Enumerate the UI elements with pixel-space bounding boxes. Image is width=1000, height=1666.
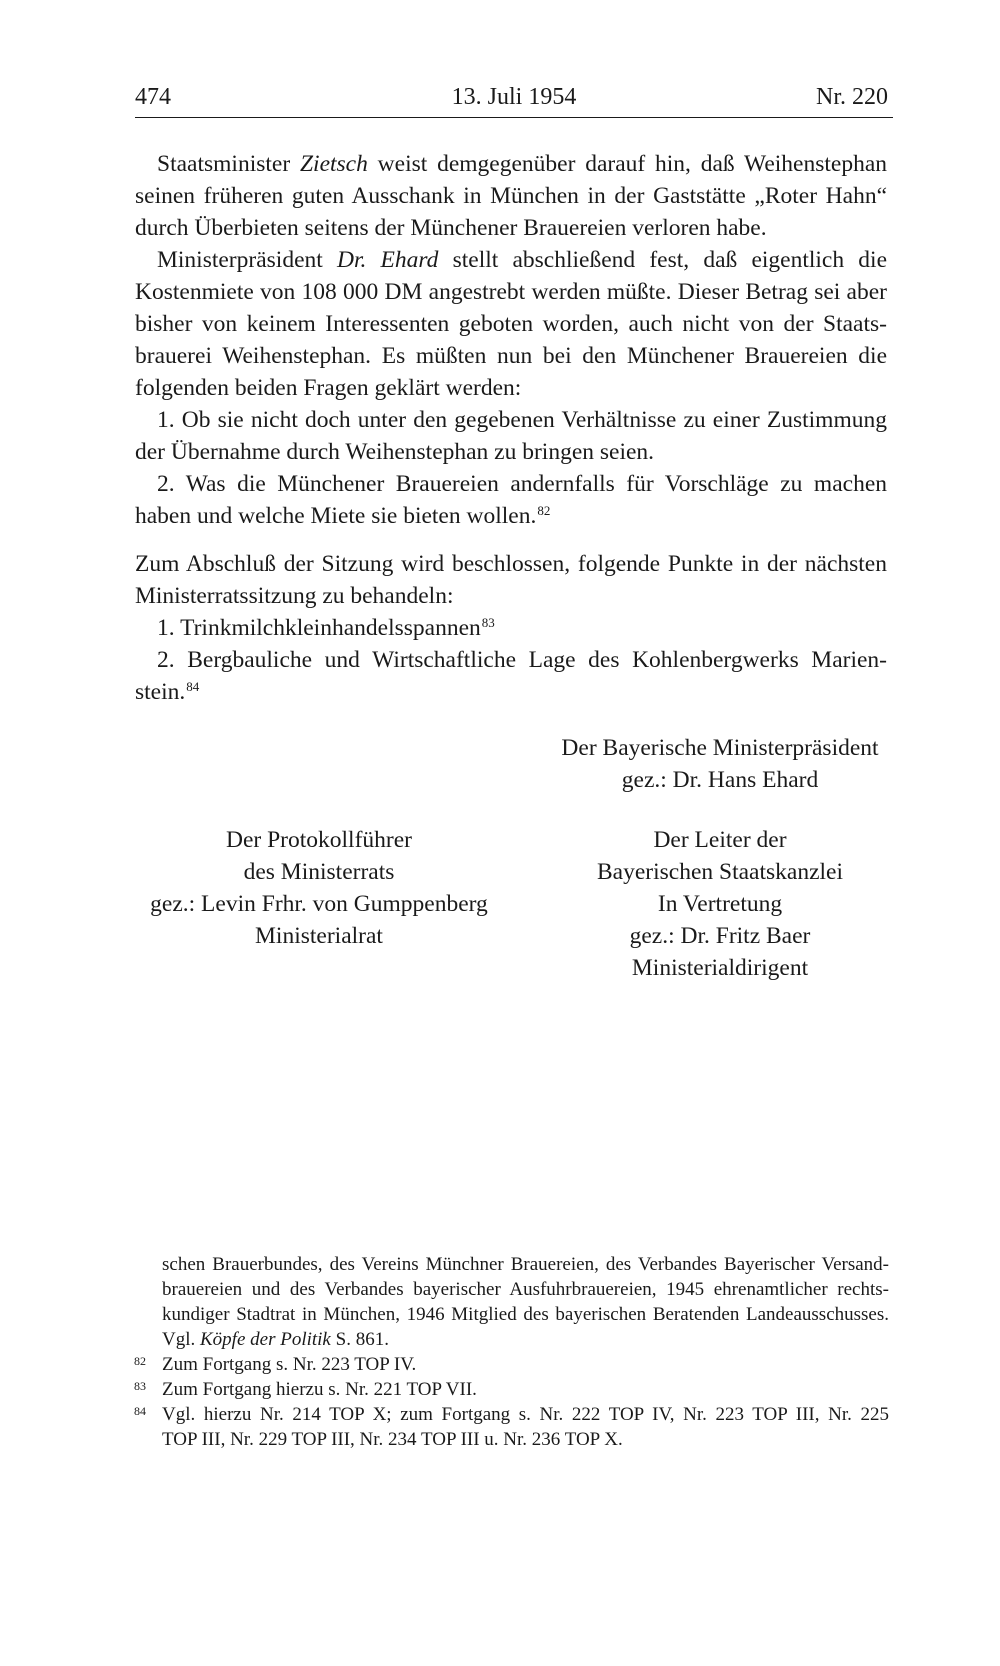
footnote-number: 84 (134, 1404, 146, 1418)
signature-line: gez.: Dr. Fritz Baer (629, 923, 811, 949)
text-run: stein. (135, 679, 186, 705)
footnote-continued-line (162, 1327, 889, 1352)
text-run: Ministerpräsident (157, 247, 337, 273)
running-head (135, 82, 893, 112)
signature-line: gez.: Dr. Hans Ehard (621, 767, 819, 793)
body-line: Ministerratssitzung zu behandeln: (135, 583, 454, 609)
signature-line: Ministerialrat (255, 923, 383, 949)
footnote-ref[interactable]: 84 (186, 679, 200, 694)
body-line (135, 500, 887, 532)
agenda-item: 2. Bergbauliche und Wirtschaftliche Lage des Kohlenbergwerks Marien- (157, 647, 887, 673)
signature-line: Der Bayerische Ministerpräsident (561, 735, 879, 761)
text-run: Staatsminister (157, 151, 300, 177)
footnote-ref[interactable]: 82 (537, 503, 551, 518)
header-rule (135, 117, 893, 118)
text-run: weist demgegenüber darauf hin, daß Weihenstephan (367, 151, 888, 177)
footnote-text: Zum Fortgang s. Nr. 223 TOP IV. (162, 1354, 417, 1375)
text-run: stellt abschließend fest, daß eigentlich die (438, 247, 887, 273)
body-line: Kostenmiete von 108 000 DM angestrebt werden müßte. Dieser Betrag sei aber (135, 279, 887, 305)
signature-line: Bayerischen Staatskanzlei (596, 859, 843, 885)
signature-chancellery-head (510, 824, 930, 984)
footnote-text: Vgl. hierzu Nr. 214 TOP X; zum Fortgang s. Nr. 222 TOP IV, Nr. 223 TOP III, Nr. 225 (162, 1404, 889, 1425)
body-line: brauerei Weihenstephan. Es müßten nun bei den Münchener Brauereien die (135, 343, 887, 369)
footnote-number: 82 (134, 1354, 146, 1368)
body-line: durch Überbieten seitens der Münchener Brauereien verloren habe. (135, 215, 767, 241)
signature-minister-president (510, 732, 930, 796)
body-line (135, 676, 887, 708)
footnote-text: Zum Fortgang hierzu s. Nr. 221 TOP VII. (162, 1379, 477, 1400)
body-line: der Übernahme durch Weihenstephan zu bringen seien. (135, 439, 655, 465)
body-line (135, 148, 887, 180)
person-name: Dr. Ehard (336, 247, 439, 273)
text-run: Vgl. (162, 1329, 200, 1350)
body-line: Zum Abschluß der Sitzung wird beschlossen, folgende Punkte in der nächsten (135, 551, 887, 577)
signature-line: gez.: Levin Frhr. von Gumppenberg (150, 891, 488, 917)
body-line: folgenden beiden Fragen geklärt werden: (135, 375, 522, 401)
body-line: seinen früheren guten Ausschank in München in der Gaststätte „Roter Hahn“ (135, 183, 887, 209)
meeting-date: 13. Juli 1954 (451, 84, 577, 110)
signature-line: des Ministerrats (243, 859, 395, 885)
signature-line: Der Protokollführer (226, 827, 412, 853)
question-item: 2. Was die Münchener Brauereien andernfalls für Vorschläge zu machen (157, 471, 887, 497)
person-name: Zietsch (299, 151, 368, 177)
body-line: bisher von keinem Interessenten geboten worden, auch nicht von der Staats- (135, 311, 887, 337)
footnote-continued-line: brauereien und des Verbandes bayerischer Ausfuhrbrauereien, 1945 ehrenamtlicher rechts- (162, 1279, 889, 1300)
page-number: 474 (135, 84, 171, 110)
book-title: Köpfe der Politik (200, 1329, 331, 1350)
text-run: haben und welche Miete sie bieten wollen. (135, 503, 537, 529)
signature-protocol-keeper (109, 824, 529, 952)
footnote-continued-line: kundiger Stadtrat in München, 1946 Mitglied des bayerischen Beratenden Landeausschusses. (162, 1304, 889, 1325)
body-line (135, 244, 887, 276)
agenda-item (135, 612, 887, 644)
footnote-ref[interactable]: 83 (481, 615, 495, 630)
document-number: Nr. 220 (816, 84, 888, 110)
footnote-text: TOP III, Nr. 229 TOP III, Nr. 234 TOP III u. Nr. 236 TOP X. (162, 1429, 623, 1450)
signature-line: Der Leiter der (653, 827, 787, 853)
footnote-continued-line: schen Brauerbundes, des Vereins Münchner Brauereien, des Verbandes Bayerischer Versand- (162, 1254, 889, 1275)
question-item: 1. Ob sie nicht doch unter den gegebenen Verhältnisse zu einer Zustimmung (157, 407, 887, 433)
signature-line: In Vertretung (657, 891, 783, 917)
signature-line: Ministerialdirigent (631, 955, 809, 981)
text-run: S. 861. (330, 1329, 389, 1350)
text-run: 1. Trinkmilchkleinhandelsspannen (157, 615, 481, 641)
footnote-number: 83 (134, 1379, 146, 1393)
